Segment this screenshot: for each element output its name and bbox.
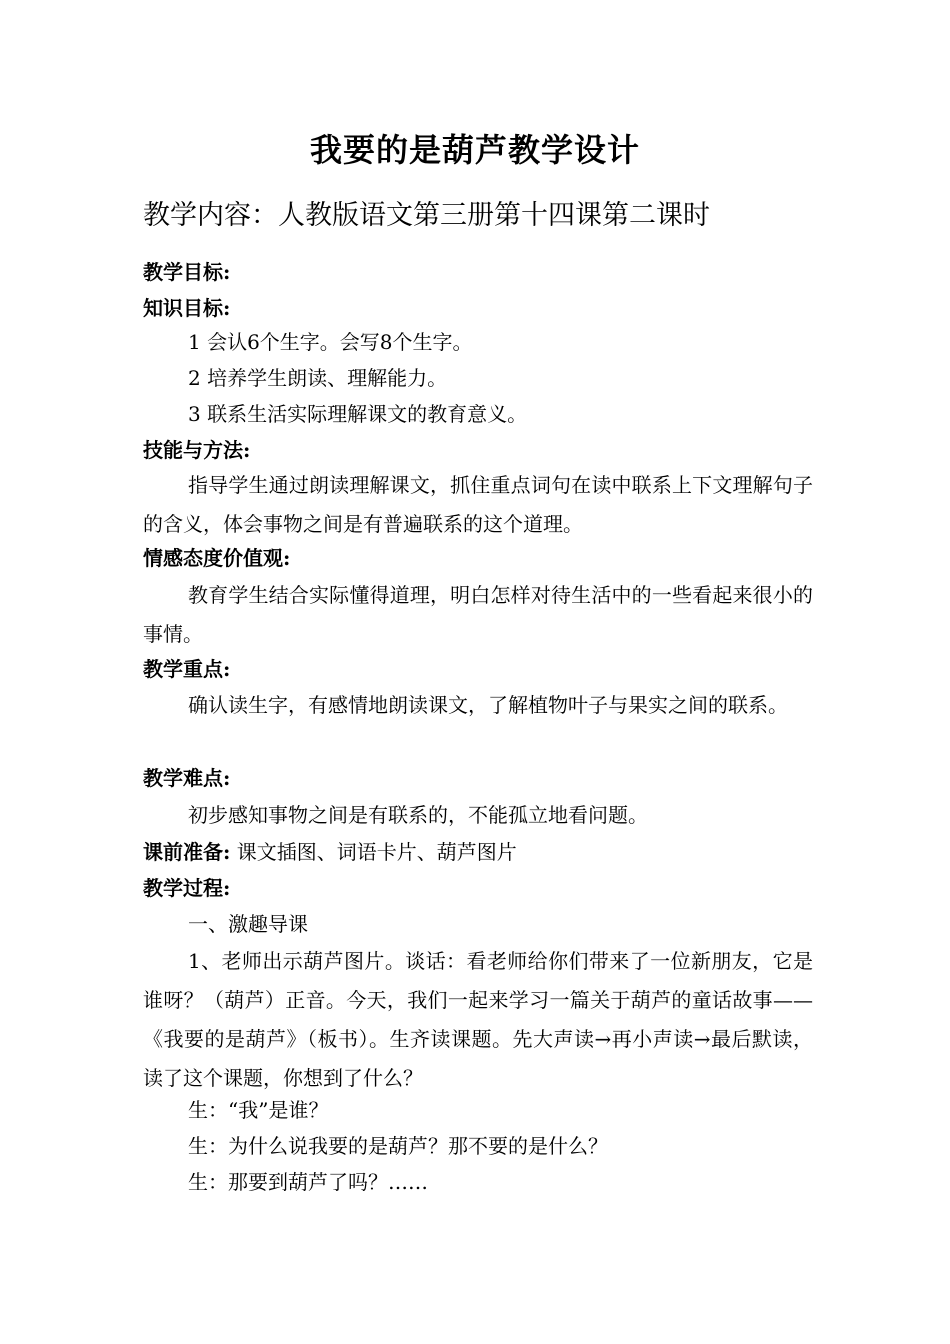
skills-heading: 技能与方法: xyxy=(143,438,251,462)
difficulty-heading: 教学难点: xyxy=(143,766,231,790)
difficulty-text: 初步感知事物之间是有联系的，不能孤立地看问题。 xyxy=(188,803,648,827)
student-line-3: 生：那要到葫芦了吗？…… xyxy=(188,1170,428,1194)
attitude-heading: 情感态度价值观: xyxy=(143,546,291,570)
student-line-1: 生：“我”是谁？ xyxy=(188,1098,329,1122)
attitude-paragraph: 教育学生结合实际懂得道理，明白怎样对待生活中的一些看起来很小的事情。 xyxy=(143,583,813,646)
process-step-1: 一、激趣导课 xyxy=(188,912,308,936)
key-points-paragraph: 确认读生字，有感情地朗读课文，了解植物叶子与果实之间的联系。 xyxy=(188,693,788,717)
student-line-2: 生：为什么说我要的是葫芦？那不要的是什么？ xyxy=(188,1134,608,1158)
knowledge-item-3: 3 联系生活实际理解课文的教育意义。 xyxy=(188,402,528,426)
key-points-heading: 教学重点: xyxy=(143,657,231,681)
knowledge-item-1: 1 会认6个生字。会写8个生字。 xyxy=(188,330,473,354)
teaching-content-line: 教学内容：人教版语文第三册第十四课第二课时 xyxy=(143,200,710,231)
preparation-heading: 课前准备: xyxy=(143,840,231,864)
preparation-text: 课文插图、词语卡片、葫芦图片 xyxy=(236,840,517,864)
document-title: 我要的是葫芦教学设计 xyxy=(309,131,640,169)
knowledge-goals-heading: 知识目标: xyxy=(143,296,231,320)
teaching-goals-heading: 教学目标: xyxy=(143,260,231,284)
process-heading: 教学过程: xyxy=(143,876,231,900)
process-paragraph-1: 1、老师出示葫芦图片。谈话：看老师给你们带来了一位新朋友，它是谁呀？（葫芦）正音。今天，我们一起来学习一篇关于葫芦的童话故事——《我要的是葫芦》（板书）。生齐读课题。先大声读→再小声读→最后默读，读了这个课题，你想到了什么？ xyxy=(143,949,813,1090)
skills-paragraph: 指导学生通过朗读理解课文，抓住重点词句在读中联系上下文理解句子的含义，体会事物之间是有普遍联系的这个道理。 xyxy=(143,473,813,536)
preparation-line xyxy=(143,834,813,870)
knowledge-item-2: 2 培养学生朗读、理解能力。 xyxy=(188,366,448,390)
